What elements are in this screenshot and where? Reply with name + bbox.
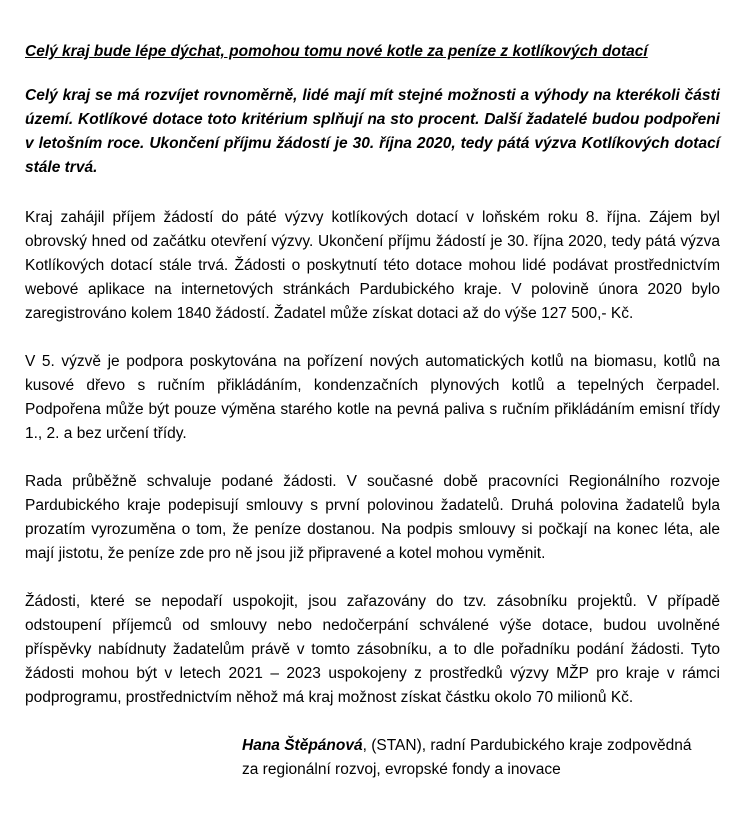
signature-block	[242, 734, 720, 782]
paragraph-3: Rada průběžně schvaluje podané žádosti. V současné době pracovníci Regionálního rozvoje Pardubického kraje podepisují smlouvy s první polovinou žadatelů. Druhá polovina žadatelů byla prozatím vyrozuměna o tom, že peníze dostanou. Na podpis smlouvy si počkají na konec léta, ale mají jistotu, že peníze zde pro ně jsou již připravené a kotel mohou vyměnit.	[25, 473, 720, 562]
paragraph-2: V 5. výzvě je podpora poskytována na pořízení nových automatických kotlů na biomasu, kotlů na kusové dřevo s ručním přikládáním, kondenzačních plynových kotlů a tepelných čerpadel. Podpořena může být pouze výměna starého kotle na pevná paliva s ručním přikládáním emisní třídy 1., 2. a bez určení třídy.	[25, 353, 720, 442]
article-lead: Celý kraj se má rozvíjet rovnoměrně, lidé mají mít stejné možnosti a výhody na kterékoli části území. Kotlíkové dotace toto kritérium splňují na sto procent. Další žadatelé budou podpořeni v letošním roce. Ukončení příjmu žádostí je 30. října 2020, tedy pátá výzva Kotlíkových dotací stále trvá.	[25, 87, 720, 176]
article-title: Celý kraj bude lépe dýchat, pomohou tomu nové kotle za peníze z kotlíkových dotací	[25, 43, 648, 60]
paragraph-1: Kraj zahájil příjem žádostí do páté výzvy kotlíkových dotací v loňském roku 8. října. Zájem byl obrovský hned od začátku otevření výzvy. Ukončení příjmu žádostí je 30. října 2020, tedy pátá výzva Kotlíkových dotací stále trvá. Žádosti o poskytnutí této dotace mohou lidé podávat prostřednictvím webové aplikace na internetových stránkách Pardubického kraje. V polovině února 2020 bylo zaregistrováno kolem 1840 žádostí. Žadatel může získat dotaci až do výše 127 500,- Kč.	[25, 209, 720, 322]
signature-role-2: za regionální rozvoj, evropské fondy a inovace	[242, 761, 561, 778]
signature-role-1: , (STAN), radní Pardubického kraje zodpovědná	[362, 737, 692, 754]
signature-name: Hana Štěpánová	[242, 737, 363, 754]
signature-line-1	[242, 734, 720, 758]
paragraph-4: Žádosti, které se nepodaří uspokojit, jsou zařazovány do tzv. zásobníku projektů. V případě odstoupení příjemců od smlouvy nebo nedočerpání schválené výše dotace, budou uvolněné příspěvky nabídnuty žadatelům právě v tomto zásobníku, a to dle pořadníku podání žádosti. Tyto žádosti mohou být v letech 2021 – 2023 uspokojeny z prostředků výzvy MŽP pro kraje v rámci podprogramu, prostřednictvím něhož má kraj možnost získat částku okolo 70 milionů Kč.	[25, 593, 720, 706]
